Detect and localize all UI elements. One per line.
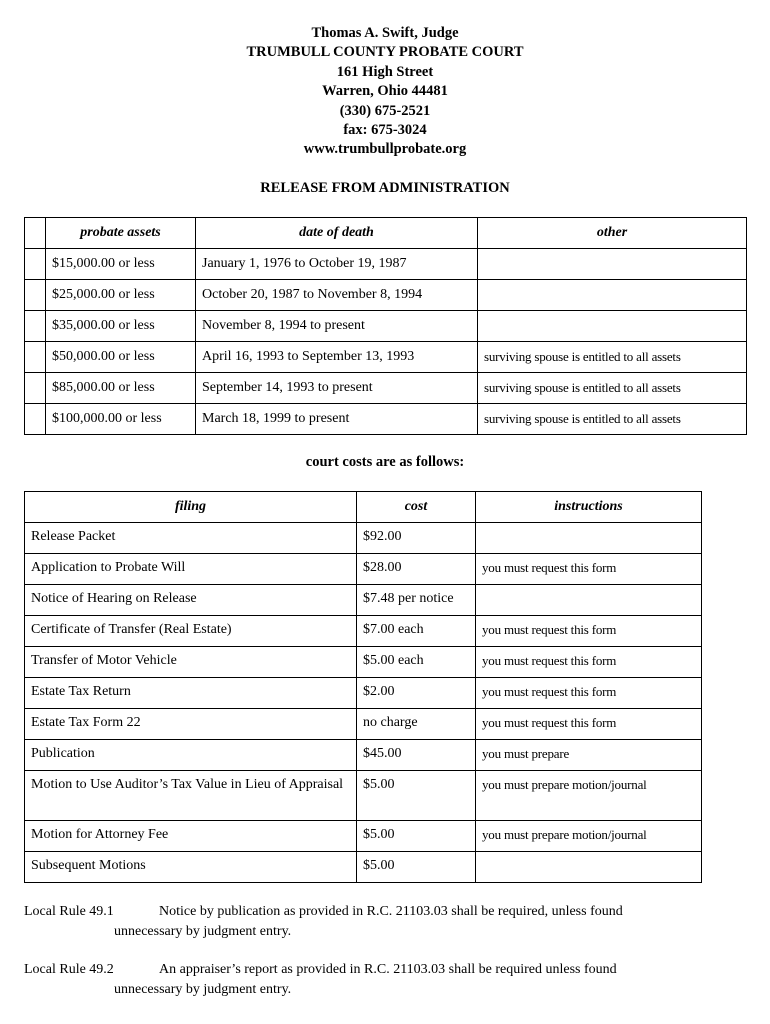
table-row [25,249,747,280]
date-cell: March 18, 1999 to present [196,404,478,435]
table-row [25,373,747,404]
cost-cell: $5.00 [357,821,476,852]
table-row [25,771,702,821]
date-cell: January 1, 1976 to October 19, 1987 [196,249,478,280]
table-row [25,404,747,435]
table-row [25,709,702,740]
filing-cell: Estate Tax Return [25,678,357,709]
filing-cell: Release Packet [25,523,357,554]
date-cell: October 20, 1987 to November 8, 1994 [196,280,478,311]
other-cell [478,249,747,280]
header-probate-assets: probate assets [46,218,196,249]
instructions-cell: you must request this form [476,709,702,740]
judge-name: Thomas A. Swift, Judge [311,25,459,41]
table-row [25,852,702,883]
assets-cell: $85,000.00 or less [46,373,196,404]
cost-cell: $7.00 each [357,616,476,647]
checkbox-cell[interactable] [25,249,46,280]
table-row [25,647,702,678]
cost-cell: $5.00 each [357,647,476,678]
court-costs-table [24,491,702,883]
court-name: TRUMBULL COUNTY PROBATE COURT [246,44,524,61]
instructions-cell: you must request this form [476,647,702,678]
table-row [25,342,747,373]
local-rule-49-1 [24,902,724,942]
checkbox-cell[interactable] [25,373,46,404]
rule-text-continuation: unnecessary by judgment entry. [114,924,292,939]
filing-cell: Motion for Attorney Fee [25,821,357,852]
header-date-of-death: date of death [196,218,478,249]
other-cell [478,280,747,311]
other-cell: surviving spouse is entitled to all assets [478,373,747,404]
costs-header-row [25,492,702,523]
release-header-row [25,218,747,249]
instructions-cell: you must prepare [476,740,702,771]
other-cell [478,311,747,342]
rule-number: Local Rule 49.2 [24,962,114,977]
instructions-cell: you must request this form [476,554,702,585]
checkbox-cell[interactable] [25,404,46,435]
table-row [25,280,747,311]
court-header [0,24,770,160]
assets-cell: $100,000.00 or less [46,404,196,435]
website: www.trumbullprobate.org [303,141,467,158]
table-row [25,523,702,554]
date-cell: November 8, 1994 to present [196,311,478,342]
cost-cell: $5.00 [357,771,476,821]
filing-cell: Subsequent Motions [25,852,357,883]
table-row [25,678,702,709]
checkbox-cell[interactable] [25,342,46,373]
cost-cell: $45.00 [357,740,476,771]
checkbox-cell[interactable] [25,311,46,342]
cost-cell: $5.00 [357,852,476,883]
instructions-cell [476,852,702,883]
date-cell: April 16, 1993 to September 13, 1993 [196,342,478,373]
cost-cell: $2.00 [357,678,476,709]
instructions-cell [476,523,702,554]
phone-number: (330) 675-2521 [339,102,431,119]
filing-cell: Estate Tax Form 22 [25,709,357,740]
other-cell: surviving spouse is entitled to all assets [478,404,747,435]
table-row [25,821,702,852]
header-other: other [478,218,747,249]
filing-cell: Transfer of Motor Vehicle [25,647,357,678]
other-cell: surviving spouse is entitled to all assets [478,342,747,373]
assets-cell: $15,000.00 or less [46,249,196,280]
assets-cell: $50,000.00 or less [46,342,196,373]
instructions-cell: you must request this form [476,678,702,709]
date-cell: September 14, 1993 to present [196,373,478,404]
instructions-cell [476,585,702,616]
filing-cell: Motion to Use Auditor’s Tax Value in Lieu of Appraisal [25,771,357,821]
table-row [25,616,702,647]
table-row [25,311,747,342]
local-rule-49-2 [24,960,724,1000]
filing-cell: Certificate of Transfer (Real Estate) [25,616,357,647]
assets-cell: $35,000.00 or less [46,311,196,342]
cost-cell: $7.48 per notice [357,585,476,616]
filing-cell: Publication [25,740,357,771]
instructions-cell: you must prepare motion/journal [476,821,702,852]
checkbox-header-cell [25,218,46,249]
city-state-zip: Warren, Ohio 44481 [322,83,448,100]
costs-title: court costs are as follows: [305,454,465,470]
cost-cell: no charge [357,709,476,740]
table-row [25,740,702,771]
cost-cell: $28.00 [357,554,476,585]
table-row [25,554,702,585]
assets-cell: $25,000.00 or less [46,280,196,311]
fax-number: fax: 675-3024 [343,122,427,139]
rule-text: An appraiser’s report as provided in R.C. 21103.03 shall be required unless found [159,962,617,977]
document-title: RELEASE FROM ADMINISTRATION [260,180,510,196]
header-instructions: instructions [476,492,702,523]
filing-cell: Application to Probate Will [25,554,357,585]
filing-cell: Notice of Hearing on Release [25,585,357,616]
instructions-cell: you must prepare motion/journal [476,771,702,821]
release-table [24,217,747,435]
header-cost: cost [357,492,476,523]
rule-text: Notice by publication as provided in R.C. 21103.03 shall be required, unless found [159,904,623,919]
rule-text-continuation: unnecessary by judgment entry. [114,982,292,997]
header-filing: filing [25,492,357,523]
table-row [25,585,702,616]
instructions-cell: you must request this form [476,616,702,647]
cost-cell: $92.00 [357,523,476,554]
street-address: 161 High Street [336,63,434,80]
rule-number: Local Rule 49.1 [24,904,114,919]
checkbox-cell[interactable] [25,280,46,311]
